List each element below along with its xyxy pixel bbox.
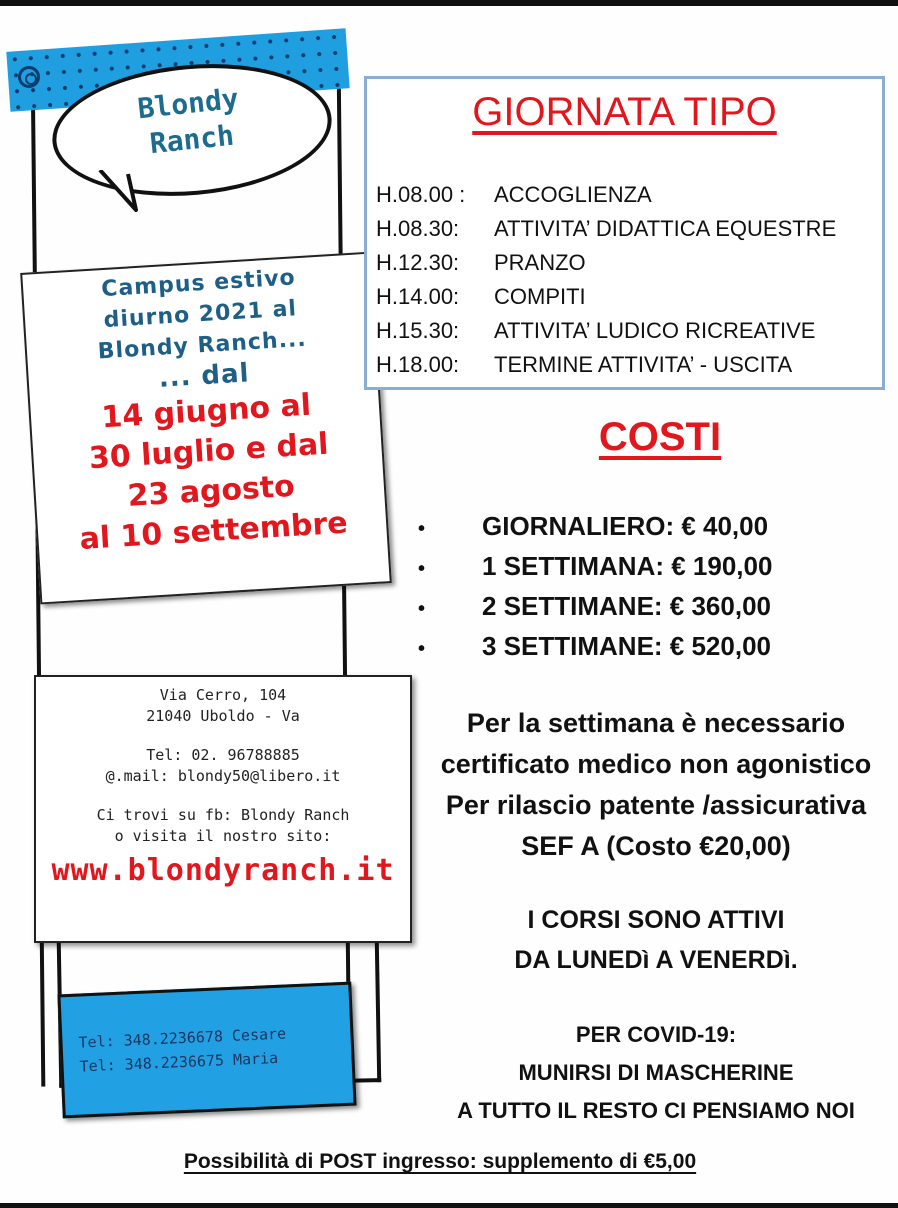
target-icon — [18, 66, 40, 88]
bullet-icon: • — [418, 518, 426, 540]
cost-row — [418, 506, 772, 546]
phones-card — [57, 982, 356, 1119]
costs-title: COSTI — [598, 415, 722, 459]
phone-office: Tel: 02. 96788885 — [146, 746, 300, 764]
schedule-activity: TERMINE ATTIVITA’ - USCITA — [494, 352, 793, 377]
campus-date-3: 23 agosto — [126, 468, 296, 514]
cost-label: 1 SETTIMANA: € 190,00 — [482, 551, 773, 581]
bullet-icon: • — [418, 558, 426, 580]
post-entry-note: Possibilità di POST ingresso: supplemento di €5,00 — [183, 1150, 697, 1173]
campus-line-4: ... dal — [157, 358, 251, 394]
campus-line-1: Campus estivo — [100, 265, 297, 303]
ranch-name-line2: Ranch — [148, 118, 236, 161]
phone-maria: Tel: 348.2236675 Maria — [79, 1048, 279, 1076]
schedule-row — [376, 246, 836, 280]
schedule-list — [376, 178, 836, 382]
contact-card — [34, 675, 412, 943]
days-line-1: I CORSI SONO ATTIVI — [527, 906, 785, 934]
bullet-icon: • — [418, 598, 426, 620]
campus-date-2: 30 luglio e dal — [87, 426, 330, 477]
campus-text — [21, 252, 390, 563]
schedule-activity: ATTIVITA’ DIDATTICA EQUESTRE — [494, 216, 837, 241]
schedule-time: H.14.00: — [376, 284, 460, 309]
medical-note — [414, 703, 898, 867]
schedule-row — [376, 314, 836, 348]
cost-label: GIORNALIERO: € 40,00 — [482, 511, 769, 541]
schedule-row — [376, 348, 836, 382]
medical-line-4: SEF A (Costo €20,00) — [521, 831, 791, 861]
schedule-time: H.08.00 : — [376, 182, 466, 207]
address-city: 21040 Uboldo - Va — [146, 707, 300, 725]
covid-note — [414, 1016, 898, 1130]
campus-line-3: Blondy Ranch... — [97, 326, 308, 365]
covid-line-3: A TUTTO IL RESTO CI PENSIAMO NOI — [457, 1098, 855, 1123]
cost-row — [418, 546, 772, 586]
campus-date-1: 14 giugno al — [100, 387, 313, 436]
cost-label: 2 SETTIMANE: € 360,00 — [482, 591, 771, 621]
bullet-icon: • — [418, 638, 426, 660]
phone-cesare: Tel: 348.2236678 Cesare — [78, 1024, 287, 1052]
schedule-title: GIORNATA TIPO — [472, 90, 777, 134]
facebook-text: Ci trovi su fb: Blondy Ranch — [96, 806, 350, 824]
days-note — [414, 900, 898, 980]
schedule-time: H.12.30: — [376, 250, 460, 275]
medical-line-3: Per rilascio patente /assicurativa — [445, 790, 867, 820]
ranch-name-line1: Blondy — [136, 81, 241, 126]
cost-row — [418, 626, 772, 666]
speech-bubble-tail — [92, 170, 152, 220]
visit-text: o visita il nostro sito: — [114, 827, 332, 845]
medical-line-2: certificato medico non agonistico — [440, 749, 872, 779]
schedule-row — [376, 212, 836, 246]
medical-line-1: Per la settimana è necessario — [466, 708, 846, 738]
schedule-row — [376, 280, 836, 314]
cost-label: 3 SETTIMANE: € 520,00 — [482, 631, 771, 661]
schedule-activity: COMPITI — [494, 284, 586, 309]
costs-list — [418, 506, 772, 666]
days-line-2: DA LUNEDì A VENERDì. — [514, 946, 798, 974]
address-street: Via Cerro, 104 — [159, 686, 287, 704]
top-border — [0, 0, 898, 6]
cost-row — [418, 586, 772, 626]
website-link[interactable]: www.blondyranch.it — [51, 853, 395, 888]
bottom-border — [0, 1203, 898, 1208]
schedule-activity: ATTIVITA’ LUDICO RICREATIVE — [494, 318, 816, 343]
covid-line-1: PER COVID-19: — [575, 1022, 737, 1047]
schedule-row — [376, 178, 836, 212]
schedule-time: H.15.30: — [376, 318, 460, 343]
campus-line-2: diurno 2021 al — [103, 296, 298, 334]
schedule-time: H.08.30: — [376, 216, 460, 241]
email: @.mail: blondy50@libero.it — [105, 767, 341, 785]
schedule-time: H.18.00: — [376, 352, 460, 377]
schedule-activity: PRANZO — [494, 250, 586, 275]
campus-date-4: al 10 settembre — [78, 505, 349, 557]
covid-line-2: MUNIRSI DI MASCHERINE — [518, 1060, 794, 1085]
schedule-activity: ACCOGLIENZA — [494, 182, 652, 207]
